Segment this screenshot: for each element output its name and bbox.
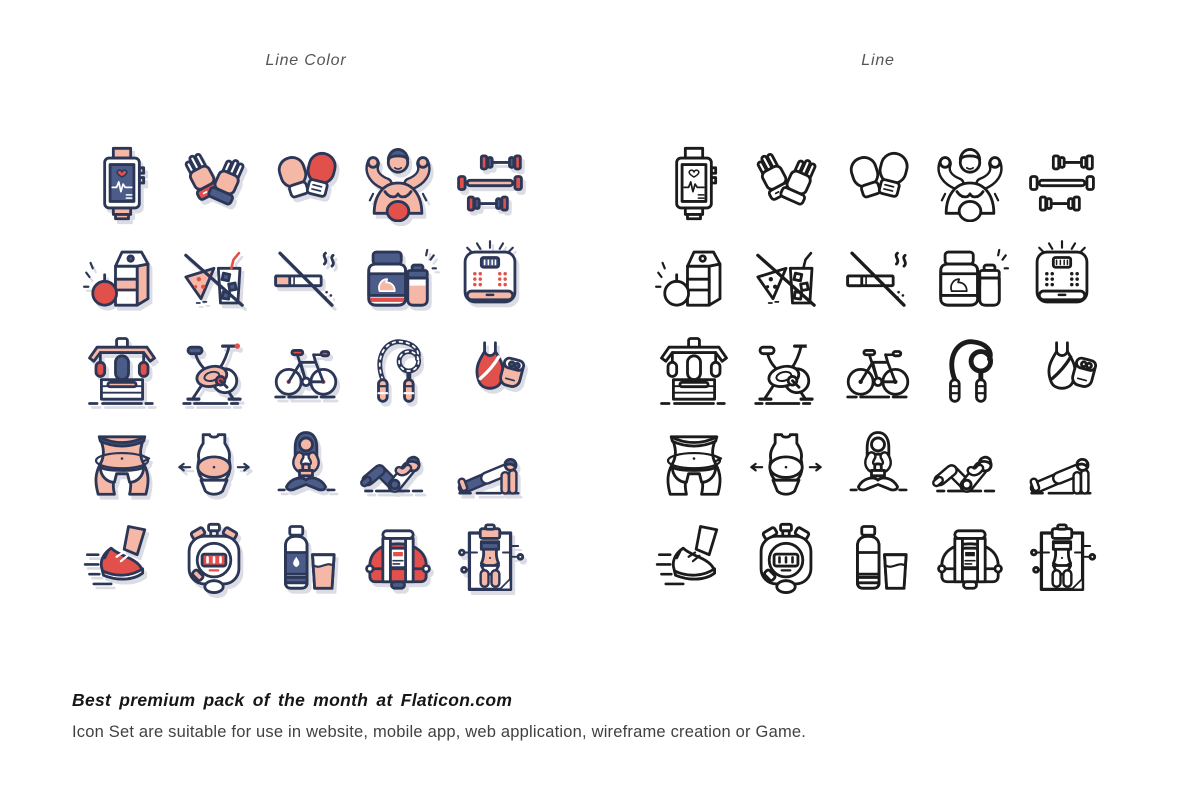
bodybuilder-icon-line <box>924 136 1016 230</box>
jump-rope-icon-line <box>924 324 1016 418</box>
plank-icon-color <box>444 418 536 512</box>
bodybuilder-icon-color <box>352 136 444 230</box>
footer-subline: Icon Set are suitable for use in website, mobile app, web application, wireframe creation or Game. <box>72 723 807 741</box>
healthy-food-icon-line <box>648 230 740 324</box>
running-icon-color <box>76 512 168 606</box>
gym-gloves-icon-line <box>740 136 832 230</box>
section-title-line: Line <box>861 52 895 69</box>
dumbbells-icon-color <box>444 136 536 230</box>
body-measurement-icon-line <box>740 418 832 512</box>
no-smoking-icon-color <box>260 230 352 324</box>
yoga-icon-line <box>832 418 924 512</box>
no-junk-food-icon-color <box>168 230 260 324</box>
section-line-color <box>76 52 536 606</box>
weight-scale-icon-color <box>444 230 536 324</box>
drinking-water-icon-line <box>832 512 924 606</box>
dumbbells-icon-line <box>1016 136 1108 230</box>
diet-plan-icon-line <box>1016 512 1108 606</box>
drinking-water-icon-color <box>260 512 352 606</box>
footer-headline: Best premium pack of the month at Flaticon.com <box>72 690 513 710</box>
exercise-bike-icon-color <box>168 324 260 418</box>
swimwear-icon-color <box>444 324 536 418</box>
protein-shake-icon-color <box>352 230 444 324</box>
weight-scale-icon-line <box>1016 230 1108 324</box>
gym-bag-icon-line <box>924 512 1016 606</box>
slim-waist-icon-color <box>76 418 168 512</box>
running-icon-line <box>648 512 740 606</box>
no-smoking-icon-line <box>832 230 924 324</box>
icon-grid-line <box>648 136 1108 606</box>
boxing-gloves-icon-line <box>832 136 924 230</box>
sit-ups-icon-color <box>352 418 444 512</box>
jump-rope-icon-color <box>352 324 444 418</box>
exercise-bike-icon-line <box>740 324 832 418</box>
section-line <box>648 52 1108 606</box>
sit-ups-icon-line <box>924 418 1016 512</box>
body-measurement-icon-color <box>168 418 260 512</box>
section-title-line-color: Line Color <box>265 52 347 69</box>
gym-gloves-icon-color <box>168 136 260 230</box>
gym-machine-icon-color <box>76 324 168 418</box>
yoga-icon-color <box>260 418 352 512</box>
gym-machine-icon-line <box>648 324 740 418</box>
protein-shake-icon-line <box>924 230 1016 324</box>
swimwear-icon-line <box>1016 324 1108 418</box>
no-junk-food-icon-line <box>740 230 832 324</box>
slim-waist-icon-line <box>648 418 740 512</box>
fitness-watch-icon-line <box>648 136 740 230</box>
stopwatch-icon-line <box>740 512 832 606</box>
gym-bag-icon-color <box>352 512 444 606</box>
bicycle-icon-color <box>260 324 352 418</box>
icon-grid-line-color <box>76 136 536 606</box>
footer <box>72 690 1122 742</box>
plank-icon-line <box>1016 418 1108 512</box>
fitness-watch-icon-color <box>76 136 168 230</box>
diet-plan-icon-color <box>444 512 536 606</box>
boxing-gloves-icon-color <box>260 136 352 230</box>
bicycle-icon-line <box>832 324 924 418</box>
stopwatch-icon-color <box>168 512 260 606</box>
healthy-food-icon-color <box>76 230 168 324</box>
